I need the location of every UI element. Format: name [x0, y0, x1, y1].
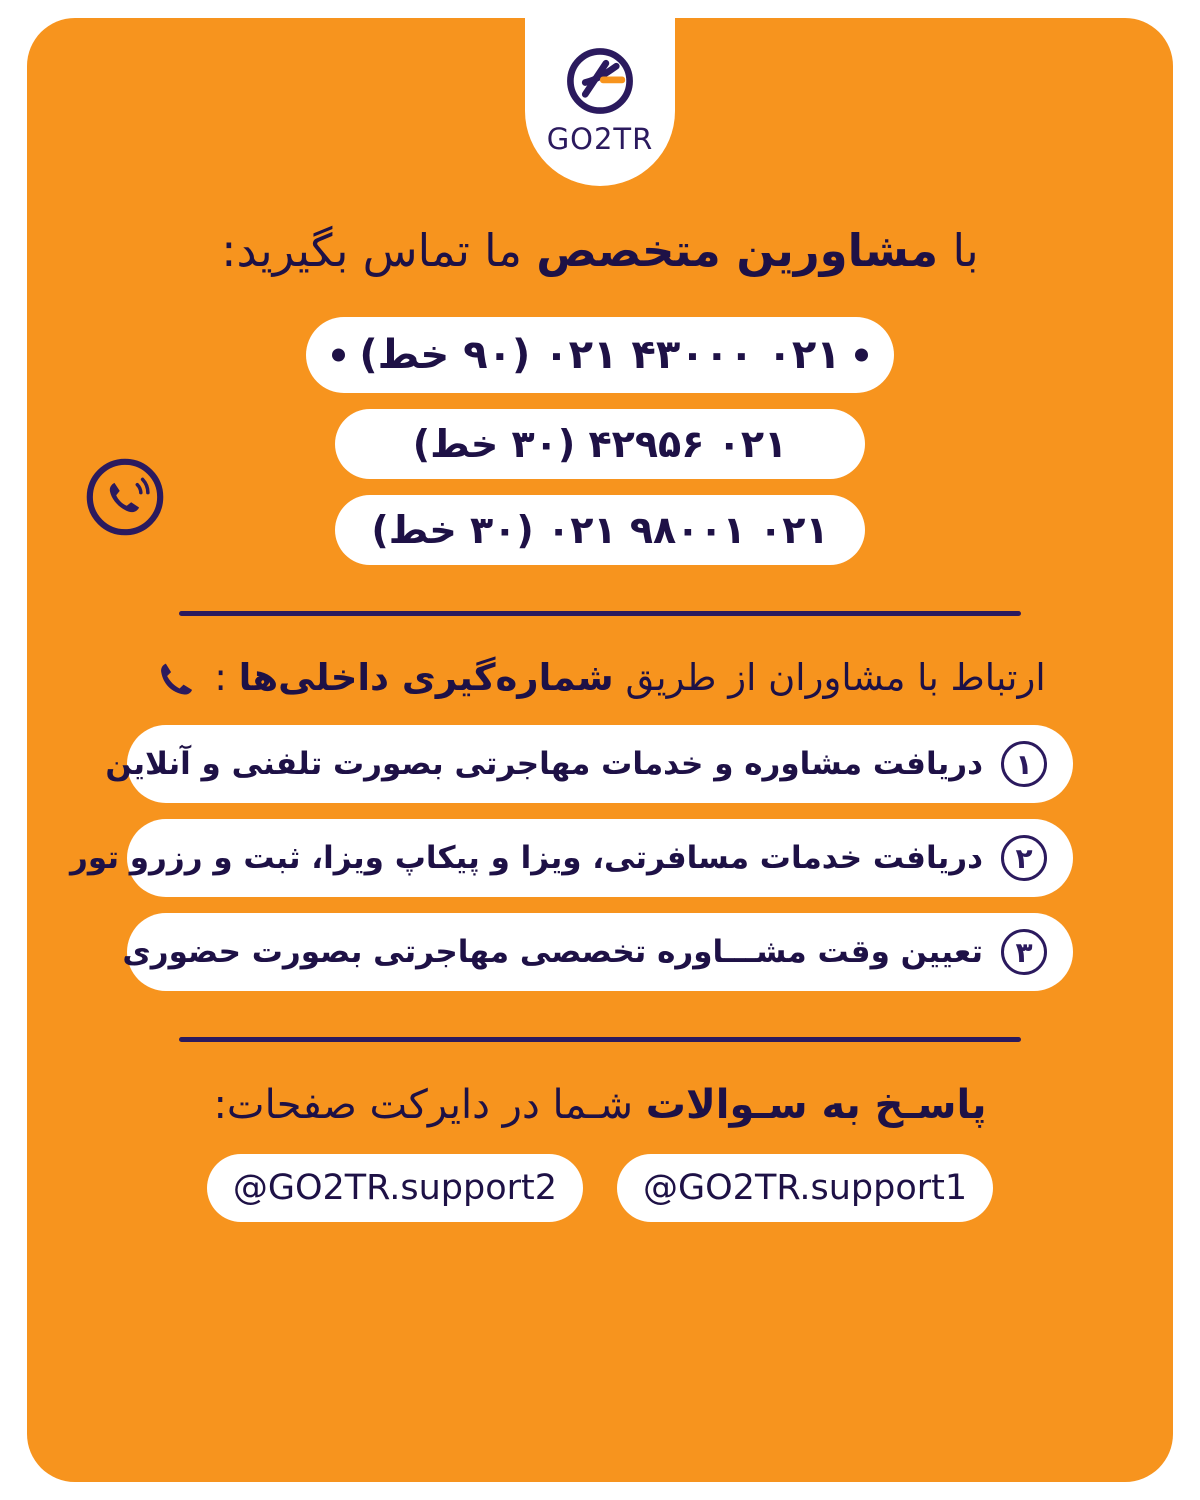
logo-wordmark: GO2TR [546, 122, 654, 156]
list-item[interactable] [122, 913, 1073, 991]
item-number-badge: ۳ [1001, 929, 1047, 975]
page-title [59, 218, 1141, 283]
bullet-dot-left [332, 349, 345, 362]
poster-content [27, 18, 1173, 1482]
item-number-badge: ۲ [1001, 835, 1047, 881]
support-heading-rest: شـما در دایرکت صفحات: [213, 1082, 646, 1129]
headline-prefix: با [938, 224, 979, 277]
extensions-heading [59, 656, 1141, 699]
phone-tertiary[interactable] [335, 495, 865, 565]
divider-bottom [179, 1037, 1021, 1042]
headline-bold: مشاورین متخصص [536, 224, 939, 277]
phone-tertiary-text: ۰۲۱ ۹۸۰۰۱ ۰۲۱ (۳۰ خط) [371, 508, 829, 553]
support-handle-1[interactable]: @GO2TR.support1 [617, 1154, 993, 1222]
phone-list [59, 317, 1141, 565]
extensions-heading-bold: شماره‌گیری داخلی‌ها [238, 656, 614, 700]
support-handles [59, 1154, 1141, 1222]
extensions-list [59, 725, 1141, 991]
list-item-label: دریافت خدمات مسافرتی، ویزا و پیکاپ ویزا، ثبت و رزرو تور [70, 840, 983, 877]
phone-primary[interactable] [306, 317, 894, 393]
extensions-heading-text [214, 656, 1045, 699]
phone-ring-icon [81, 453, 169, 541]
list-item-label: تعیین وقت مشـــاوره تخصصی مهاجرتی بصورت حضوری [122, 934, 983, 971]
divider-top [179, 611, 1021, 616]
support-handle-2[interactable]: @GO2TR.support2 [207, 1154, 583, 1222]
item-number-badge: ۱ [1001, 741, 1047, 787]
extensions-heading-prefix: ارتباط با مشاوران از طریق [613, 656, 1046, 700]
phone-primary-text: ۰۲۱ ۴۳۰۰۰ ۰۲۱ (۹۰ خط) [359, 332, 841, 379]
support-heading [59, 1082, 1141, 1128]
list-item[interactable] [70, 819, 1073, 897]
phone-secondary[interactable] [335, 409, 865, 479]
bullet-dot-right [855, 349, 868, 362]
list-item[interactable] [105, 725, 1073, 803]
extensions-heading-suffix: : [214, 656, 239, 700]
phone-secondary-text: ۰۲۱ ۴۲۹۵۶ (۳۰ خط) [412, 422, 788, 467]
headline-suffix: ما تماس بگیرید: [221, 224, 537, 277]
list-item-label: دریافت مشاوره و خدمات مهاجرتی بصورت تلفنی و آنلاین [105, 746, 983, 783]
support-heading-bold: پاسـخ به سـوالات [645, 1082, 987, 1129]
handset-icon [154, 657, 196, 699]
